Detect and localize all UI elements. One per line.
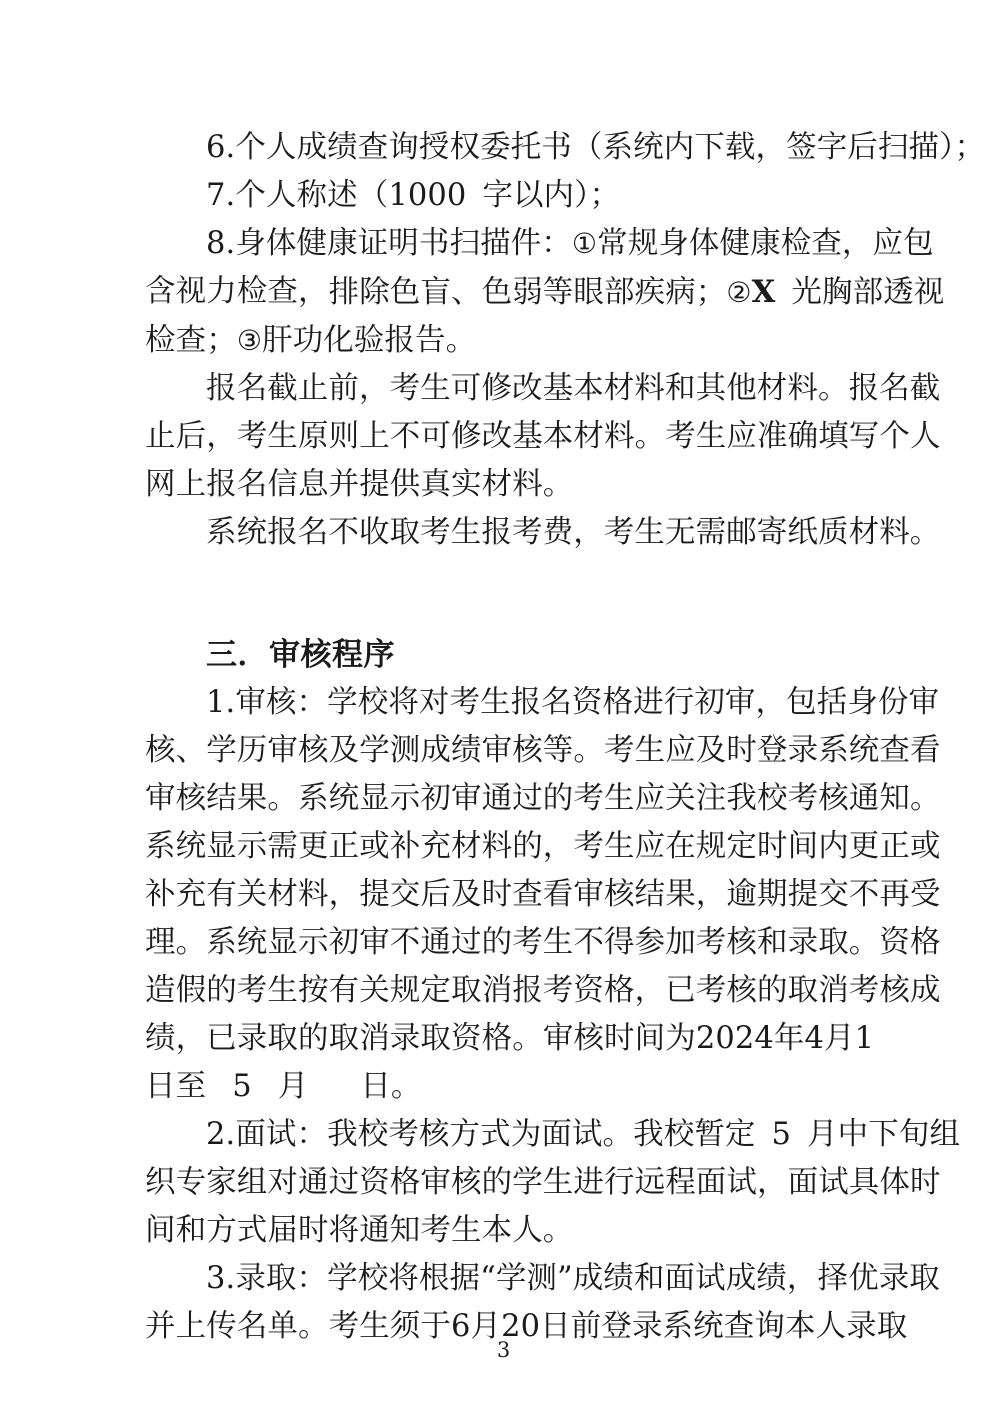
item-text: 学校将对考生报名资格进行初审，包括身份审 bbox=[327, 685, 940, 720]
item-label: 身体健康证明书扫描件： bbox=[235, 226, 572, 261]
text-line bbox=[145, 1015, 873, 1063]
text-line bbox=[145, 919, 941, 967]
heading-text: 三．审核程序 bbox=[206, 637, 395, 673]
interview-month: 5 bbox=[771, 1117, 792, 1152]
item-text: 个人成绩查询授权委托书（系统内下载，签字后扫描）； bbox=[235, 130, 986, 165]
paragraph-text: 理。系统显示初审不通过的考生不得参加考核和录取。资格 bbox=[145, 925, 941, 960]
item-text-a: 含视力检查， bbox=[145, 274, 329, 309]
review-start-day: 1 bbox=[854, 1021, 875, 1056]
text-line bbox=[145, 317, 873, 365]
text-line bbox=[145, 1207, 873, 1255]
section-heading-review-procedure bbox=[145, 631, 873, 679]
admission-day: 20 bbox=[501, 1309, 541, 1344]
paragraph-text-b: 日前登录系统查询本人录取 bbox=[540, 1309, 908, 1344]
item-number: 1. bbox=[206, 685, 236, 720]
paragraph-text: 间和方式届时将通知考生本人。 bbox=[145, 1213, 574, 1248]
text-line bbox=[145, 679, 940, 727]
paragraph-text: 审核结果。系统显示初审通过的考生应关注我校考核通知。 bbox=[145, 781, 941, 816]
item-number: 2. bbox=[206, 1117, 236, 1152]
text-line bbox=[145, 871, 941, 919]
review-start-month: 4 bbox=[804, 1021, 824, 1056]
text-line bbox=[145, 124, 986, 172]
word-count-value: 1000 bbox=[388, 178, 467, 213]
paragraph-review-step-2 bbox=[145, 1111, 961, 1255]
month-unit: 月 bbox=[277, 1069, 309, 1104]
paragraph-modification-notice bbox=[145, 365, 941, 509]
item-text-b: 排除色盲、色弱等眼部疾病； bbox=[328, 275, 727, 310]
paragraph-text-b: 考生原则上不可修改基本材料。考生应准确填写个人 bbox=[236, 419, 941, 454]
paragraph-text-a: 并上传名单。考生须于 bbox=[145, 1309, 451, 1344]
page-number: 3 bbox=[496, 1338, 511, 1362]
item-number: 8. bbox=[206, 226, 236, 261]
paragraph-text: 网上报名信息并提供真实材料。 bbox=[145, 467, 574, 502]
paragraph-text: 补充有关材料，提交后及时查看审核结果，逾期提交不再受 bbox=[145, 877, 941, 912]
text-line bbox=[145, 1255, 940, 1303]
item-text-b: 肝功化验报告。 bbox=[262, 323, 477, 358]
item-text: 学校将根据“学测”成绩和面试成绩，择优录取 bbox=[327, 1261, 940, 1296]
item-text-a: 个人称述（ bbox=[235, 178, 389, 213]
paragraph-text-b: 面试具体时 bbox=[787, 1165, 941, 1200]
text-line bbox=[145, 220, 934, 268]
text-line bbox=[145, 268, 945, 317]
circled-two-icon: ② bbox=[726, 276, 752, 309]
list-item-6 bbox=[145, 124, 986, 172]
text-line bbox=[145, 967, 941, 1015]
month-unit: 月 bbox=[470, 1309, 502, 1344]
item-text-a: 我校考核方式为面试。我校暂定 bbox=[327, 1117, 756, 1152]
item-text-c: 光胸部透视 bbox=[791, 275, 945, 310]
item-label: 录取： bbox=[235, 1261, 328, 1296]
text-line bbox=[145, 461, 873, 509]
text-line bbox=[145, 1159, 941, 1207]
day-unit-a: 日至 bbox=[145, 1069, 207, 1104]
text-line bbox=[145, 1111, 961, 1159]
paragraph-text-a: 织专家组对通过资格审核的学生进行远程面试， bbox=[145, 1165, 788, 1200]
item-text-a: 检查； bbox=[145, 323, 237, 358]
year-unit: 年 bbox=[773, 1021, 805, 1056]
list-item-7 bbox=[145, 172, 873, 220]
item-number: 6. bbox=[206, 130, 236, 165]
review-period-label: 审核时间为 bbox=[542, 1021, 696, 1056]
paragraph-text: 核、学历审核及学测成绩审核等。考生应及时登录系统查看 bbox=[145, 733, 941, 768]
paragraph-text: 系统报名不收取考生报考费，考生无需邮寄纸质材料。 bbox=[206, 515, 941, 550]
circled-one-icon: ① bbox=[571, 227, 598, 260]
spacer bbox=[145, 605, 873, 631]
paragraph-text-a: 止后， bbox=[145, 419, 237, 454]
admission-month: 6 bbox=[451, 1309, 471, 1344]
document-text-column bbox=[145, 124, 986, 1351]
item-number: 3. bbox=[206, 1261, 236, 1296]
list-item-8 bbox=[145, 220, 945, 365]
paragraph-review-step-1 bbox=[145, 679, 941, 1111]
item-label: 面试： bbox=[235, 1117, 328, 1152]
circled-three-icon: ③ bbox=[236, 324, 263, 357]
paragraph-text: 报名截止前，考生可修改基本材料和其他材料。报名截 bbox=[206, 371, 941, 406]
paragraph-text-a: 造假的考生按有关规定取消报考资格， bbox=[145, 973, 666, 1008]
item-number: 7. bbox=[206, 178, 236, 213]
text-line bbox=[145, 509, 941, 557]
item-text: 常规身体健康检查，应包 bbox=[597, 226, 934, 261]
review-end-month: 5 bbox=[232, 1069, 252, 1104]
month-unit: 月 bbox=[823, 1021, 855, 1056]
text-line bbox=[145, 727, 941, 775]
paragraph-fee-notice bbox=[145, 509, 941, 557]
text-line bbox=[145, 775, 941, 823]
text-line bbox=[145, 365, 941, 413]
item-label: 审核： bbox=[235, 685, 328, 720]
item-text-b: 月中下旬组 bbox=[807, 1117, 961, 1152]
text-line bbox=[145, 172, 873, 220]
spacer bbox=[145, 557, 873, 605]
text-line bbox=[145, 1063, 873, 1111]
paragraph-text: 系统显示需更正或补充材料的，考生应在规定时间内更正或 bbox=[145, 829, 941, 864]
item-text-b: 字以内）； bbox=[482, 178, 621, 213]
paragraph-text-b: 已考核的取消考核成 bbox=[665, 973, 941, 1008]
review-start-year: 2024 bbox=[695, 1021, 774, 1056]
day-unit-b: 日。 bbox=[360, 1069, 422, 1104]
text-line bbox=[145, 413, 941, 461]
paragraph-text-a: 绩，已录取的取消录取资格。 bbox=[145, 1021, 543, 1056]
x-ray-label: X bbox=[751, 274, 776, 310]
text-line bbox=[145, 823, 941, 871]
